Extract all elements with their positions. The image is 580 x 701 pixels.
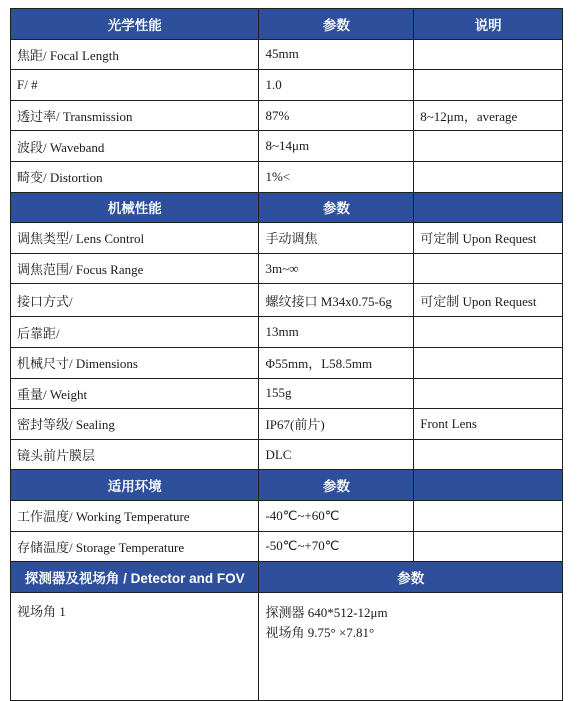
param-name: 焦距/ Focal Length — [11, 39, 259, 70]
section-header-optical — [11, 9, 563, 40]
param-name: 密封等级/ Sealing — [11, 409, 259, 440]
section-header-mechanical — [11, 192, 563, 223]
table-row — [11, 100, 563, 131]
param-value: 155g — [259, 378, 414, 409]
header-cell — [414, 470, 563, 501]
header-cell: 参数 — [259, 192, 414, 223]
param-name: 畸变/ Distortion — [11, 161, 259, 192]
param-value: 45mm — [259, 39, 414, 70]
detector-line: 探测器 640*512-12μm — [265, 604, 388, 620]
param-note — [414, 161, 563, 192]
table-row — [11, 347, 563, 378]
param-name: 调焦类型/ Lens Control — [11, 223, 259, 254]
param-note — [414, 378, 563, 409]
param-name: 调焦范围/ Focus Range — [11, 253, 259, 284]
param-note — [414, 500, 563, 531]
param-value: DLC — [259, 439, 414, 470]
param-note — [414, 70, 563, 101]
header-cell: 参数 — [259, 562, 563, 593]
param-value: 3m~∞ — [259, 253, 414, 284]
table-row — [11, 500, 563, 531]
table-row — [11, 378, 563, 409]
fov-line: 视场角 9.75° ×7.81° — [265, 624, 375, 640]
param-name: 存储温度/ Storage Temperature — [11, 531, 259, 562]
param-value: IP67(前片) — [259, 409, 414, 440]
param-name: F/ # — [11, 70, 259, 101]
param-name: 工作温度/ Working Temperature — [11, 500, 259, 531]
header-cell: 探测器及视场角 / Detector and FOV — [11, 562, 259, 593]
table-row — [11, 131, 563, 162]
table-row — [11, 284, 563, 317]
table-row — [11, 592, 563, 700]
param-note: 可定制 Upon Request — [414, 284, 563, 317]
param-note — [414, 39, 563, 70]
spec-table — [10, 8, 563, 701]
param-name: 机械尺寸/ Dimensions — [11, 347, 259, 378]
param-name: 后靠距/ — [11, 317, 259, 348]
param-note — [414, 253, 563, 284]
param-note — [414, 531, 563, 562]
param-value: Φ55mm，L58.5mm — [259, 347, 414, 378]
param-name: 透过率/ Transmission — [11, 100, 259, 131]
param-value: 手动调焦 — [259, 223, 414, 254]
param-value: -50℃~+70℃ — [259, 531, 414, 562]
param-name: 重量/ Weight — [11, 378, 259, 409]
table-row — [11, 317, 563, 348]
table-row — [11, 70, 563, 101]
table-row — [11, 223, 563, 254]
header-cell: 说明 — [414, 9, 563, 40]
param-value: -40℃~+60℃ — [259, 500, 414, 531]
param-note: 8~12μm，average — [414, 100, 563, 131]
param-note — [414, 131, 563, 162]
param-value: 13mm — [259, 317, 414, 348]
param-value: 螺纹接口 M34x0.75-6g — [259, 284, 414, 317]
header-cell: 适用环境 — [11, 470, 259, 501]
header-cell: 光学性能 — [11, 9, 259, 40]
section-header-detector-fov — [11, 562, 563, 593]
param-value — [259, 592, 563, 700]
param-value: 1%< — [259, 161, 414, 192]
param-note — [414, 317, 563, 348]
section-header-environment — [11, 470, 563, 501]
param-note: Front Lens — [414, 409, 563, 440]
param-note — [414, 439, 563, 470]
table-row — [11, 439, 563, 470]
param-note: 可定制 Upon Request — [414, 223, 563, 254]
header-cell — [414, 192, 563, 223]
table-row — [11, 161, 563, 192]
table-row — [11, 531, 563, 562]
table-row — [11, 39, 563, 70]
param-name: 视场角 1 — [11, 592, 259, 700]
table-row — [11, 253, 563, 284]
param-note — [414, 347, 563, 378]
param-value: 1.0 — [259, 70, 414, 101]
param-name: 镜头前片膜层 — [11, 439, 259, 470]
header-cell: 参数 — [259, 9, 414, 40]
header-cell: 机械性能 — [11, 192, 259, 223]
param-name: 接口方式/ — [11, 284, 259, 317]
param-name: 波段/ Waveband — [11, 131, 259, 162]
header-cell: 参数 — [259, 470, 414, 501]
param-value: 87% — [259, 100, 414, 131]
table-row — [11, 409, 563, 440]
param-value: 8~14μm — [259, 131, 414, 162]
